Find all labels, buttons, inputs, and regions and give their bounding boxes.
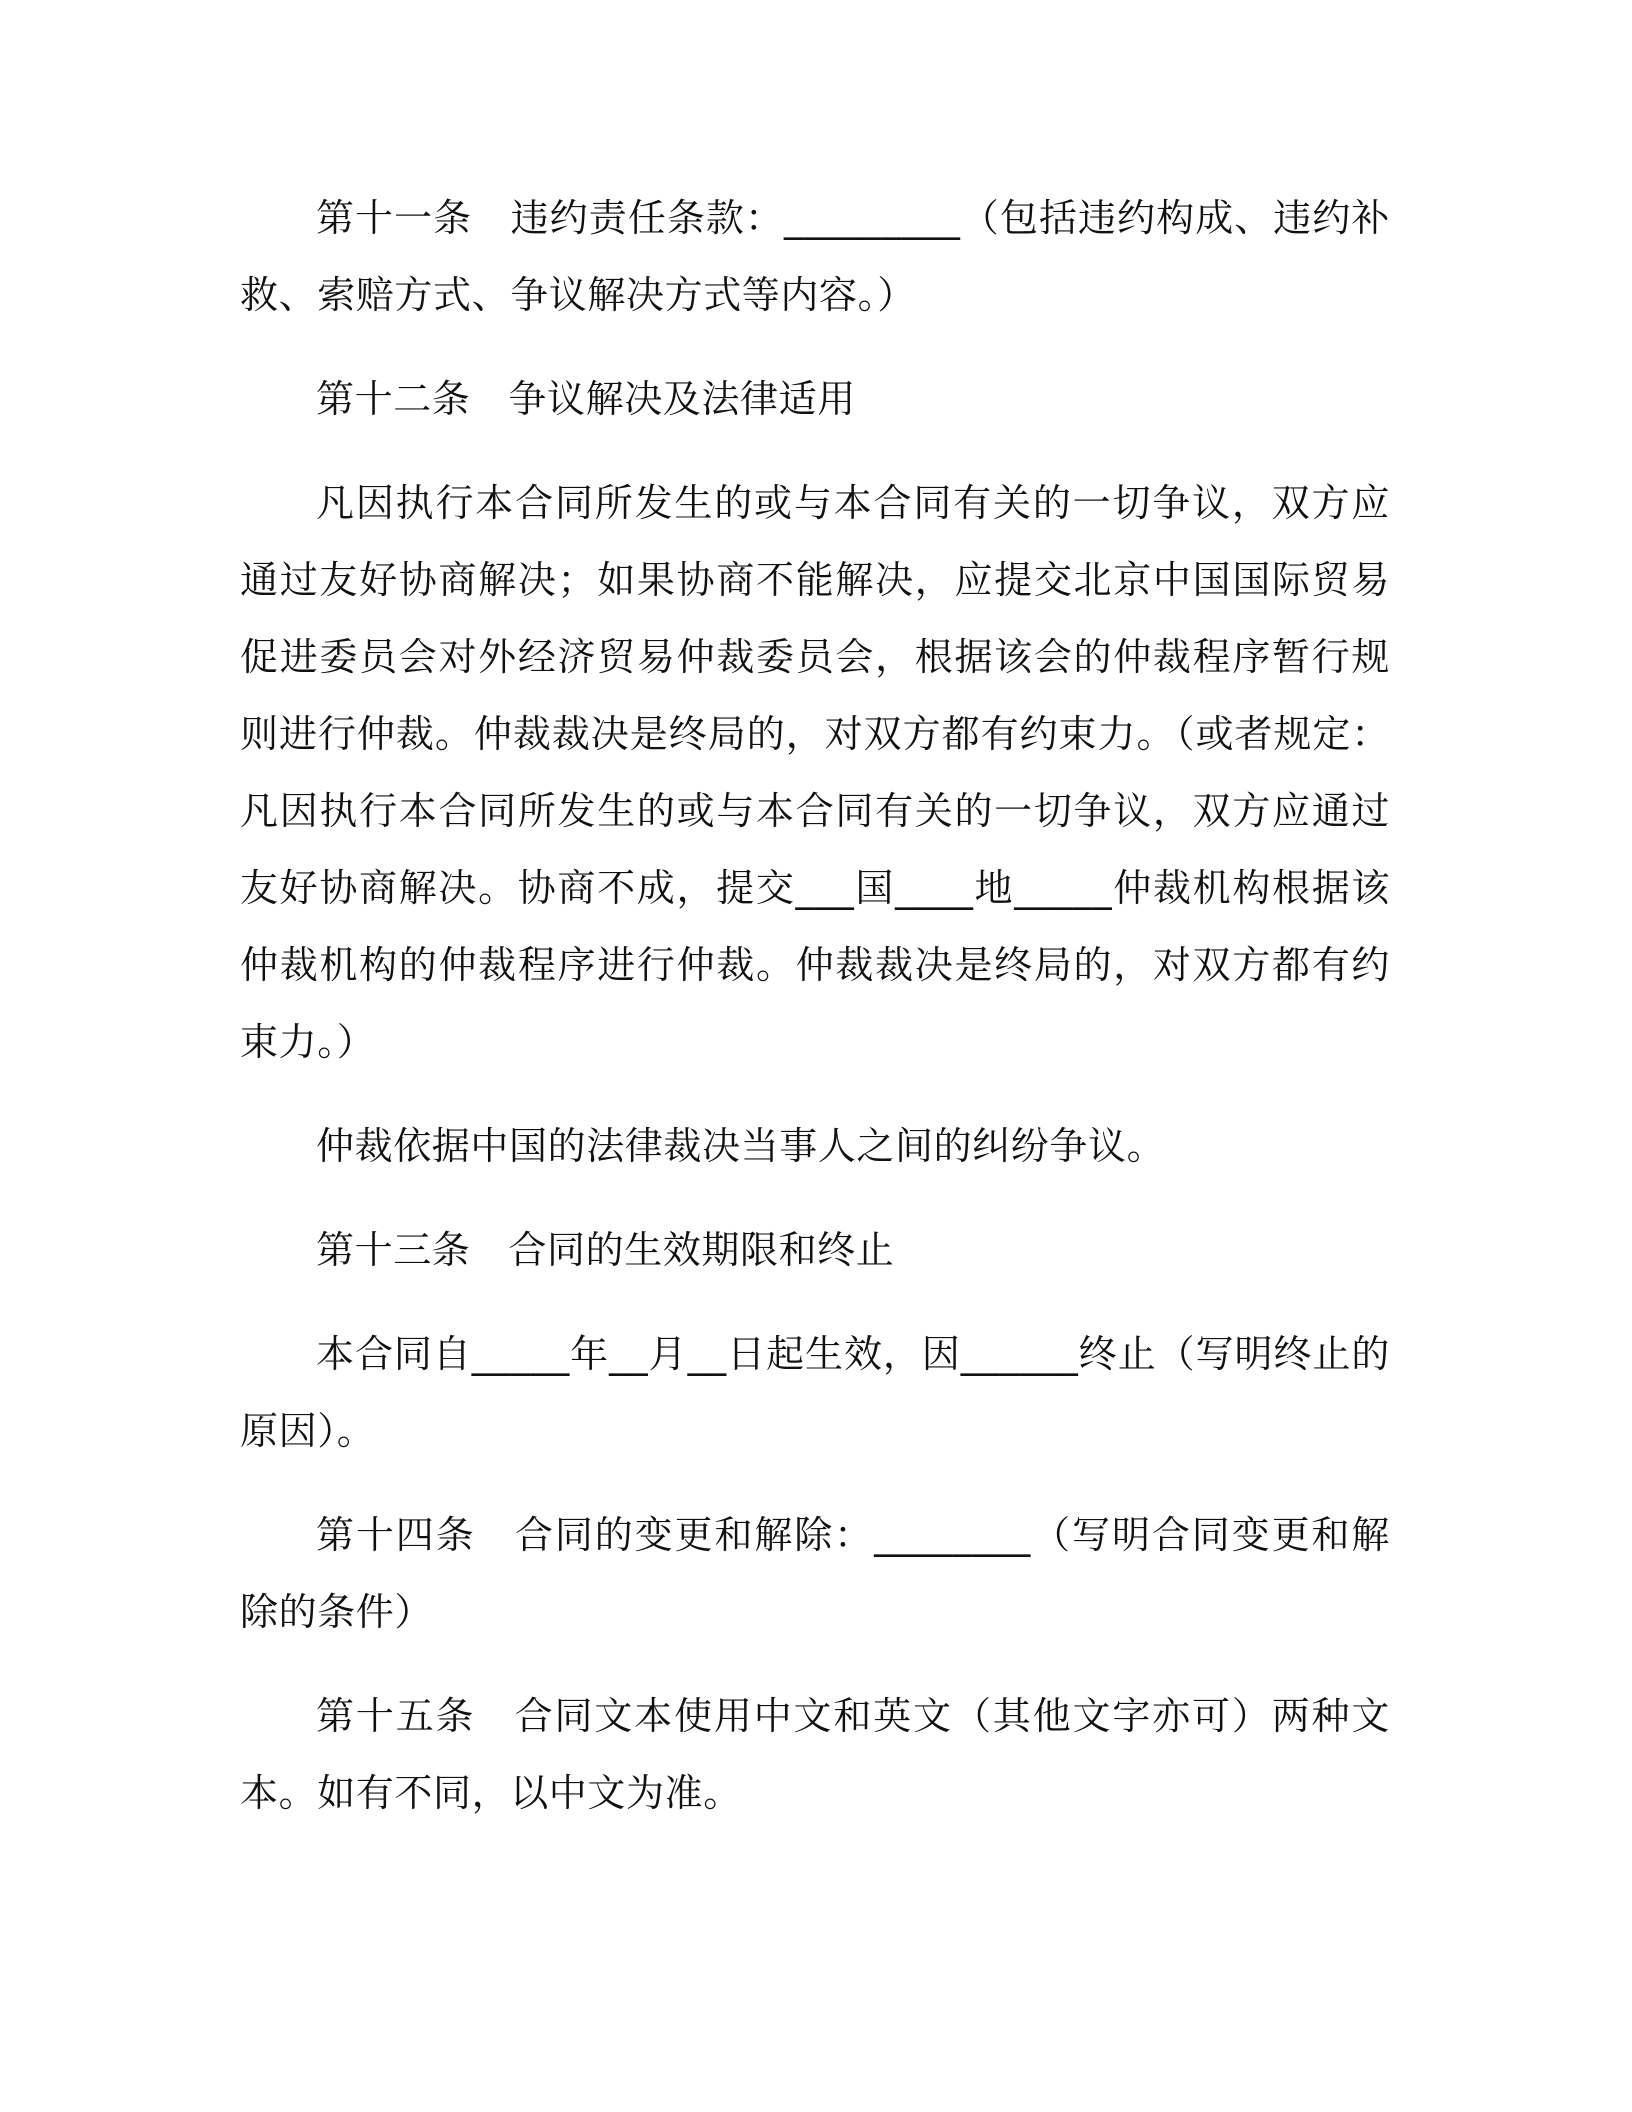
article-12 <box>240 361 1390 438</box>
arbitration-paragraph <box>240 465 1390 1081</box>
article-text: 合同的生效期限和终止 <box>508 1228 895 1272</box>
article-14 <box>240 1497 1390 1651</box>
article-13 <box>240 1212 1390 1289</box>
article-15 <box>240 1678 1390 1832</box>
article-heading: 第十五条 <box>316 1694 476 1738</box>
article-text: 合同文本使用中文和英文（其他文字亦可）两种文本。如有不同，以中文为准。 <box>240 1694 1391 1815</box>
document-body <box>240 180 1390 1859</box>
article-text: 争议解决及法律适用 <box>508 377 856 421</box>
article-heading: 第十一条 <box>316 196 473 240</box>
paragraph-text: 凡因执行本合同所发生的或与本合同有关的一切争议，双方应通过友好协商解决；如果协商不能解决，应提交北京中国国际贸易促进委员会对外经济贸易仲裁委员会，根据该会的仲裁程序暂行规则进行仲裁。仲裁裁决是终局的，对双方都有约束力。（或者规定：凡因执行本合同所发生的或与本合同有关的一切争议，双方应通过友好协商解决。协商不成，提交___国____地_____仲裁机构根据该仲裁机构的仲裁程序进行仲裁。仲裁裁决是终局的，对双方都有约束力。） <box>240 481 1390 1064</box>
article-11 <box>240 180 1390 334</box>
article-text: 违约责任条款：_________（包括违约构成、违约补救、索赔方式、争议解决方式等内容。） <box>240 196 1391 317</box>
paragraph-text: 本合同自_____年__月__日起生效，因______终止（写明终止的原因）。 <box>240 1332 1390 1453</box>
article-text: 合同的变更和解除：________（写明合同变更和解除的条件） <box>240 1513 1390 1634</box>
article-heading: 第十四条 <box>316 1513 476 1557</box>
effective-date-paragraph <box>240 1316 1390 1470</box>
governing-law-paragraph <box>240 1108 1390 1185</box>
article-heading: 第十三条 <box>316 1228 471 1272</box>
article-heading: 第十二条 <box>316 377 471 421</box>
paragraph-text: 仲裁依据中国的法律裁决当事人之间的纠纷争议。 <box>316 1124 1166 1168</box>
